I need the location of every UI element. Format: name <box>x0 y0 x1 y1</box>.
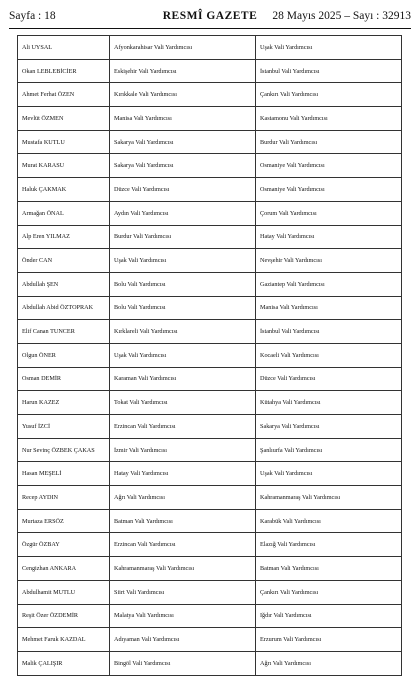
header-rule <box>9 28 411 29</box>
person-name-cell: Ali UYSAL <box>18 36 110 60</box>
new-post-cell: Sakarya Vali Yardımcısı <box>256 415 402 439</box>
person-name-cell: Nur Sevinç ÖZBEK ÇAKAS <box>18 438 110 462</box>
page-header <box>9 10 411 26</box>
new-post-cell: Karabük Vali Yardımcısı <box>256 509 402 533</box>
table-row <box>18 367 402 391</box>
current-post-cell: Batman Vali Yardımcısı <box>110 509 256 533</box>
table-row <box>18 486 402 510</box>
person-name-cell: Malik ÇALIŞIR <box>18 651 110 675</box>
person-name-cell: Abdulhamit MUTLU <box>18 580 110 604</box>
current-post-cell: Kırklareli Vali Yardımcısı <box>110 320 256 344</box>
table-row <box>18 107 402 131</box>
person-name-cell: Reşit Özer ÖZDEMİR <box>18 604 110 628</box>
current-post-cell: Erzincan Vali Yardımcısı <box>110 415 256 439</box>
person-name-cell: Haluk ÇAKMAK <box>18 178 110 202</box>
person-name-cell: Önder CAN <box>18 249 110 273</box>
current-post-cell: Uşak Vali Yardımcısı <box>110 343 256 367</box>
person-name-cell: Cengizhan ANKARA <box>18 557 110 581</box>
table-row <box>18 178 402 202</box>
person-name-cell: Recep AYDIN <box>18 486 110 510</box>
current-post-cell: Ağrı Vali Yardımcısı <box>110 486 256 510</box>
new-post-cell: Ağrı Vali Yardımcısı <box>256 651 402 675</box>
current-post-cell: Kahramanmaraş Vali Yardımcısı <box>110 557 256 581</box>
new-post-cell: Nevşehir Vali Yardımcısı <box>256 249 402 273</box>
person-name-cell: Olgun ÖNER <box>18 343 110 367</box>
current-post-cell: Afyonkarahisar Vali Yardımcısı <box>110 36 256 60</box>
page-number: Sayfa : 18 <box>9 10 56 22</box>
new-post-cell: İstanbul Vali Yardımcısı <box>256 59 402 83</box>
table-row <box>18 225 402 249</box>
new-post-cell: Şanlıurfa Vali Yardımcısı <box>256 438 402 462</box>
table-row <box>18 462 402 486</box>
table-row <box>18 557 402 581</box>
person-name-cell: Elif Canan TUNCER <box>18 320 110 344</box>
new-post-cell: Burdur Vali Yardımcısı <box>256 130 402 154</box>
new-post-cell: Kütahya Vali Yardımcısı <box>256 391 402 415</box>
current-post-cell: İzmir Vali Yardımcısı <box>110 438 256 462</box>
current-post-cell: Bolu Vali Yardımcısı <box>110 296 256 320</box>
table-row <box>18 130 402 154</box>
table-row <box>18 154 402 178</box>
person-name-cell: Alp Eren YILMAZ <box>18 225 110 249</box>
table-row <box>18 249 402 273</box>
current-post-cell: Manisa Vali Yardımcısı <box>110 107 256 131</box>
current-post-cell: Burdur Vali Yardımcısı <box>110 225 256 249</box>
new-post-cell: Uşak Vali Yardımcısı <box>256 462 402 486</box>
current-post-cell: Karaman Vali Yardımcısı <box>110 367 256 391</box>
new-post-cell: İstanbul Vali Yardımcısı <box>256 320 402 344</box>
table-row <box>18 580 402 604</box>
person-name-cell: Murtaza ERSÖZ <box>18 509 110 533</box>
current-post-cell: Bingöl Vali Yardımcısı <box>110 651 256 675</box>
person-name-cell: Murat KARASU <box>18 154 110 178</box>
current-post-cell: Sakarya Vali Yardımcısı <box>110 154 256 178</box>
current-post-cell: Hatay Vali Yardımcısı <box>110 462 256 486</box>
new-post-cell: Elazığ Vali Yardımcısı <box>256 533 402 557</box>
new-post-cell: Çorum Vali Yardımcısı <box>256 201 402 225</box>
person-name-cell: Okan LEBLEBİCİER <box>18 59 110 83</box>
table-row <box>18 296 402 320</box>
new-post-cell: Erzurum Vali Yardımcısı <box>256 628 402 652</box>
new-post-cell: Batman Vali Yardımcısı <box>256 557 402 581</box>
new-post-cell: Çankırı Vali Yardımcısı <box>256 83 402 107</box>
current-post-cell: Siirt Vali Yardımcısı <box>110 580 256 604</box>
table-row <box>18 533 402 557</box>
person-name-cell: Özgür ÖZBAY <box>18 533 110 557</box>
new-post-cell: Gaziantep Vali Yardımcısı <box>256 272 402 296</box>
table-row <box>18 509 402 533</box>
appointment-table <box>17 35 402 676</box>
person-name-cell: Abdullah Abid ÖZTOPRAK <box>18 296 110 320</box>
gazette-title: RESMÎ GAZETE <box>162 10 258 22</box>
current-post-cell: Aydın Vali Yardımcısı <box>110 201 256 225</box>
new-post-cell: Kastamonu Vali Yardımcısı <box>256 107 402 131</box>
table-row <box>18 83 402 107</box>
current-post-cell: Adıyaman Vali Yardımcısı <box>110 628 256 652</box>
person-name-cell: Harun KAZEZ <box>18 391 110 415</box>
new-post-cell: Kocaeli Vali Yardımcısı <box>256 343 402 367</box>
table-row <box>18 36 402 60</box>
appointment-table-body <box>18 36 402 676</box>
person-name-cell: Armağan ÖNAL <box>18 201 110 225</box>
date-issue: 28 Mayıs 2025 – Sayı : 32913 <box>272 10 411 22</box>
current-post-cell: Uşak Vali Yardımcısı <box>110 249 256 273</box>
new-post-cell: Hatay Vali Yardımcısı <box>256 225 402 249</box>
current-post-cell: Tokat Vali Yardımcısı <box>110 391 256 415</box>
person-name-cell: Yusuf İZCİ <box>18 415 110 439</box>
table-row <box>18 343 402 367</box>
current-post-cell: Sakarya Vali Yardımcısı <box>110 130 256 154</box>
table-row <box>18 438 402 462</box>
new-post-cell: Uşak Vali Yardımcısı <box>256 36 402 60</box>
person-name-cell: Osman DEMİR <box>18 367 110 391</box>
current-post-cell: Erzincan Vali Yardımcısı <box>110 533 256 557</box>
new-post-cell: Manisa Vali Yardımcısı <box>256 296 402 320</box>
person-name-cell: Hasan MEŞELİ <box>18 462 110 486</box>
person-name-cell: Abdullah ŞEN <box>18 272 110 296</box>
current-post-cell: Eskişehir Vali Yardımcısı <box>110 59 256 83</box>
person-name-cell: Mehmet Faruk KAZDAL <box>18 628 110 652</box>
new-post-cell: Osmaniye Vali Yardımcısı <box>256 178 402 202</box>
person-name-cell: Mustafa KUTLU <box>18 130 110 154</box>
table-row <box>18 272 402 296</box>
table-row <box>18 415 402 439</box>
table-row <box>18 651 402 675</box>
table-row <box>18 59 402 83</box>
table-row <box>18 201 402 225</box>
current-post-cell: Bolu Vali Yardımcısı <box>110 272 256 296</box>
new-post-cell: Düzce Vali Yardımcısı <box>256 367 402 391</box>
person-name-cell: Ahmet Ferhat ÖZEN <box>18 83 110 107</box>
new-post-cell: Osmaniye Vali Yardımcısı <box>256 154 402 178</box>
person-name-cell: Mevlüt ÖZMEN <box>18 107 110 131</box>
new-post-cell: Çankırı Vali Yardımcısı <box>256 580 402 604</box>
new-post-cell: Kahramanmaraş Vali Yardımcısı <box>256 486 402 510</box>
table-row <box>18 391 402 415</box>
table-row <box>18 604 402 628</box>
current-post-cell: Kırıkkale Vali Yardımcısı <box>110 83 256 107</box>
table-row <box>18 628 402 652</box>
current-post-cell: Düzce Vali Yardımcısı <box>110 178 256 202</box>
new-post-cell: Iğdır Vali Yardımcısı <box>256 604 402 628</box>
current-post-cell: Malatya Vali Yardımcısı <box>110 604 256 628</box>
table-row <box>18 320 402 344</box>
